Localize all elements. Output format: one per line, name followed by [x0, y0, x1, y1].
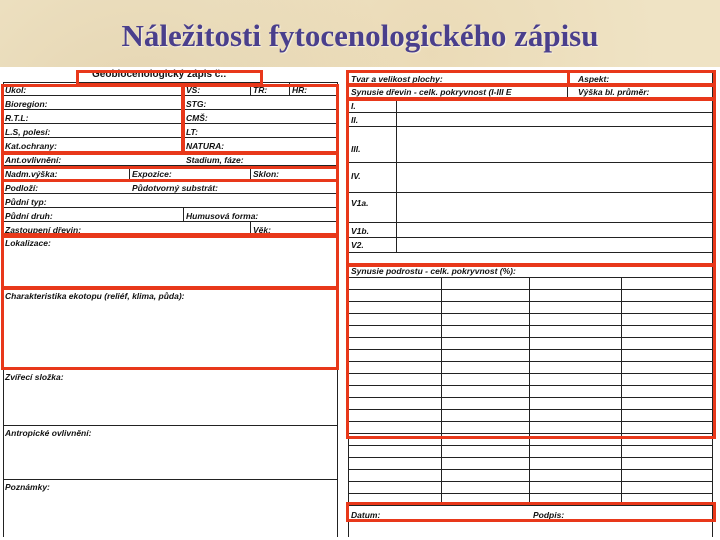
- label-podlozi: Podloží:: [5, 183, 39, 193]
- highlight-box: [1, 84, 184, 154]
- label-lokalizace: Lokalizace:: [5, 238, 51, 248]
- highlight-box: [1, 235, 339, 290]
- label-humusova-forma: Humusová forma:: [186, 211, 259, 221]
- label-aspekt: Aspekt:: [578, 74, 610, 84]
- label-charakteristika: Charakteristika ekotopu (reliéf, klima, půda):: [5, 291, 185, 301]
- label-vek: Věk:: [253, 225, 271, 235]
- stratum-label: III.: [351, 144, 361, 154]
- label-synusie-drevin: Synusie dřevin - celk. pokryvnost (I-III E: [351, 87, 512, 97]
- rule: [348, 445, 712, 446]
- rule: [3, 479, 337, 480]
- stratum-label: IV.: [351, 171, 361, 181]
- label-nadm-vyska: Nadm.výška:: [5, 169, 58, 179]
- highlight-box: [346, 264, 716, 439]
- stratum-label: V2.: [351, 240, 364, 250]
- rule: [348, 481, 712, 482]
- rule: [348, 493, 712, 494]
- label-rtl: R.T.L:: [5, 113, 29, 123]
- rule: [348, 469, 712, 470]
- label-pudni-druh: Půdní druh:: [5, 211, 53, 221]
- label-stadium-faze: Stadium, fáze:: [186, 155, 244, 165]
- label-ant-ovlivneni: Ant.ovlivnění:: [5, 155, 62, 165]
- label-okrsek: Úkol:: [5, 85, 27, 95]
- rule: [348, 457, 712, 458]
- highlight-box: [346, 502, 716, 522]
- label-pudni-typ: Půdní typ:: [5, 197, 47, 207]
- form-header: Geobiocenologický zápis č.:: [92, 69, 227, 80]
- highlight-box: [1, 166, 339, 236]
- label-natura: NATURA:: [186, 141, 225, 151]
- label-kat-ochrany: Kat.ochrany:: [5, 141, 57, 151]
- highlight-box: [182, 84, 339, 154]
- label-zvirena: Zvířecí složka:: [5, 372, 64, 382]
- label-tr: TR:: [253, 85, 268, 95]
- label-datum: Datum:: [351, 510, 381, 520]
- stratum-label: II.: [351, 115, 359, 125]
- label-poznamky: Poznámky:: [5, 482, 50, 492]
- stratum-label: V1b.: [351, 226, 369, 236]
- label-pudotvorny-substrat: Půdotvorný substrát:: [132, 183, 218, 193]
- label-zastoupeni-drevin: Zastoupení dřevin:: [5, 225, 82, 235]
- label-tvar-plochy: Tvar a velikost plochy:: [351, 74, 443, 84]
- rule: [3, 425, 337, 426]
- slide-title: Náležitosti fytocenologického zápisu: [121, 18, 599, 53]
- highlight-box: [1, 286, 339, 370]
- label-bioregion: Bioregion:: [5, 99, 48, 109]
- label-ls-polesi: L.S, polesí:: [5, 127, 51, 137]
- stratum-label: V1a.: [351, 198, 369, 208]
- label-expozice: Expozice:: [132, 169, 172, 179]
- label-podpis: Podpis:: [533, 510, 565, 520]
- label-hr: HR:: [292, 85, 308, 95]
- stratum-label: I.: [351, 101, 356, 111]
- label-antropicke: Antropické ovlivnění:: [5, 428, 92, 438]
- label-vyska-prumer: Výška bl. průměr:: [578, 87, 650, 97]
- label-cms: CMŠ:: [186, 113, 208, 123]
- label-lt: LT:: [186, 127, 198, 137]
- label-synusie-podrostu: Synusie podrostu - celk. pokryvnost (%):: [351, 266, 516, 276]
- label-vs: VS:: [186, 85, 201, 95]
- label-stg: STG:: [186, 99, 207, 109]
- highlight-box: [346, 98, 716, 266]
- label-sklon: Sklon:: [253, 169, 279, 179]
